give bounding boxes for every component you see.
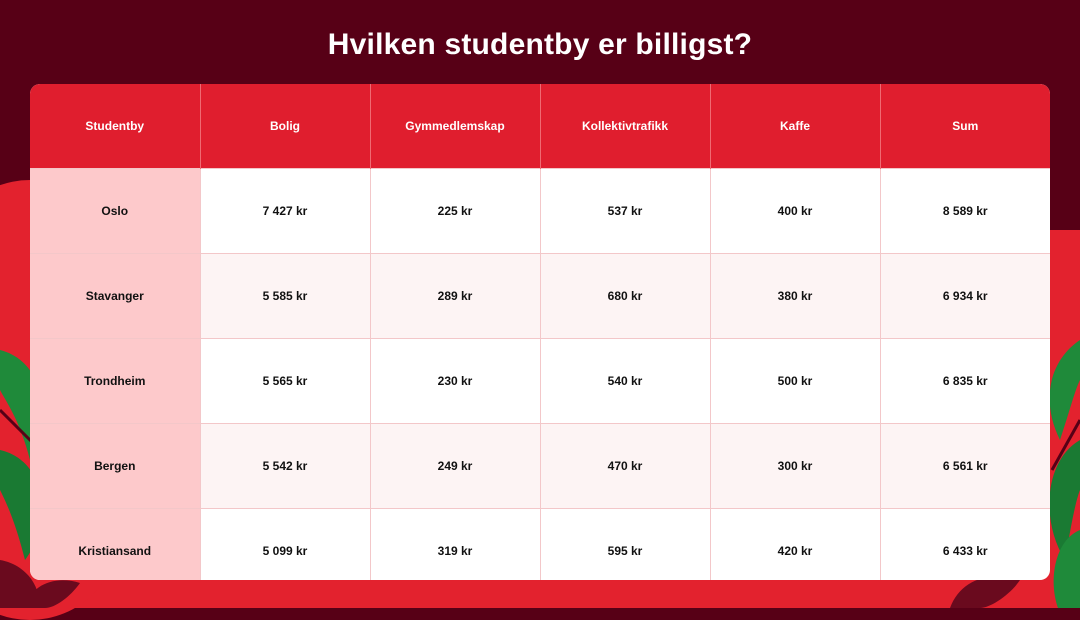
sum-cell: 6 835 kr bbox=[880, 339, 1050, 424]
city-cell: Bergen bbox=[30, 424, 200, 509]
transit-cell: 470 kr bbox=[540, 424, 710, 509]
bolig-cell: 5 585 kr bbox=[200, 254, 370, 339]
column-header-gymmedlemskap: Gymmedlemskap bbox=[370, 84, 540, 169]
column-header-studentby: Studentby bbox=[30, 84, 200, 169]
bolig-cell: 5 542 kr bbox=[200, 424, 370, 509]
coffee-cell: 380 kr bbox=[710, 254, 880, 339]
city-cell: Kristiansand bbox=[30, 509, 200, 581]
sum-cell: 6 561 kr bbox=[880, 424, 1050, 509]
sum-cell: 6 433 kr bbox=[880, 509, 1050, 581]
city-cell: Trondheim bbox=[30, 339, 200, 424]
coffee-cell: 420 kr bbox=[710, 509, 880, 581]
table-row bbox=[30, 254, 1050, 339]
sum-cell: 6 934 kr bbox=[880, 254, 1050, 339]
price-table-card bbox=[30, 84, 1050, 580]
coffee-cell: 300 kr bbox=[710, 424, 880, 509]
city-cell: Oslo bbox=[30, 169, 200, 254]
bolig-cell: 7 427 kr bbox=[200, 169, 370, 254]
table-header-row bbox=[30, 84, 1050, 169]
transit-cell: 537 kr bbox=[540, 169, 710, 254]
coffee-cell: 500 kr bbox=[710, 339, 880, 424]
page-title: Hvilken studentby er billigst? bbox=[327, 28, 753, 61]
column-header-kaffe: Kaffe bbox=[710, 84, 880, 169]
transit-cell: 540 kr bbox=[540, 339, 710, 424]
table-row bbox=[30, 169, 1050, 254]
price-table bbox=[30, 84, 1050, 580]
transit-cell: 595 kr bbox=[540, 509, 710, 581]
column-header-bolig: Bolig bbox=[200, 84, 370, 169]
gym-cell: 319 kr bbox=[370, 509, 540, 581]
table-row bbox=[30, 509, 1050, 581]
column-header-kollektivtrafikk: Kollektivtrafikk bbox=[540, 84, 710, 169]
gym-cell: 249 kr bbox=[370, 424, 540, 509]
gym-cell: 289 kr bbox=[370, 254, 540, 339]
column-header-sum: Sum bbox=[880, 84, 1050, 169]
table-row bbox=[30, 339, 1050, 424]
table-row bbox=[30, 424, 1050, 509]
bolig-cell: 5 099 kr bbox=[200, 509, 370, 581]
gym-cell: 230 kr bbox=[370, 339, 540, 424]
transit-cell: 680 kr bbox=[540, 254, 710, 339]
city-cell: Stavanger bbox=[30, 254, 200, 339]
coffee-cell: 400 kr bbox=[710, 169, 880, 254]
sum-cell: 8 589 kr bbox=[880, 169, 1050, 254]
bolig-cell: 5 565 kr bbox=[200, 339, 370, 424]
gym-cell: 225 kr bbox=[370, 169, 540, 254]
